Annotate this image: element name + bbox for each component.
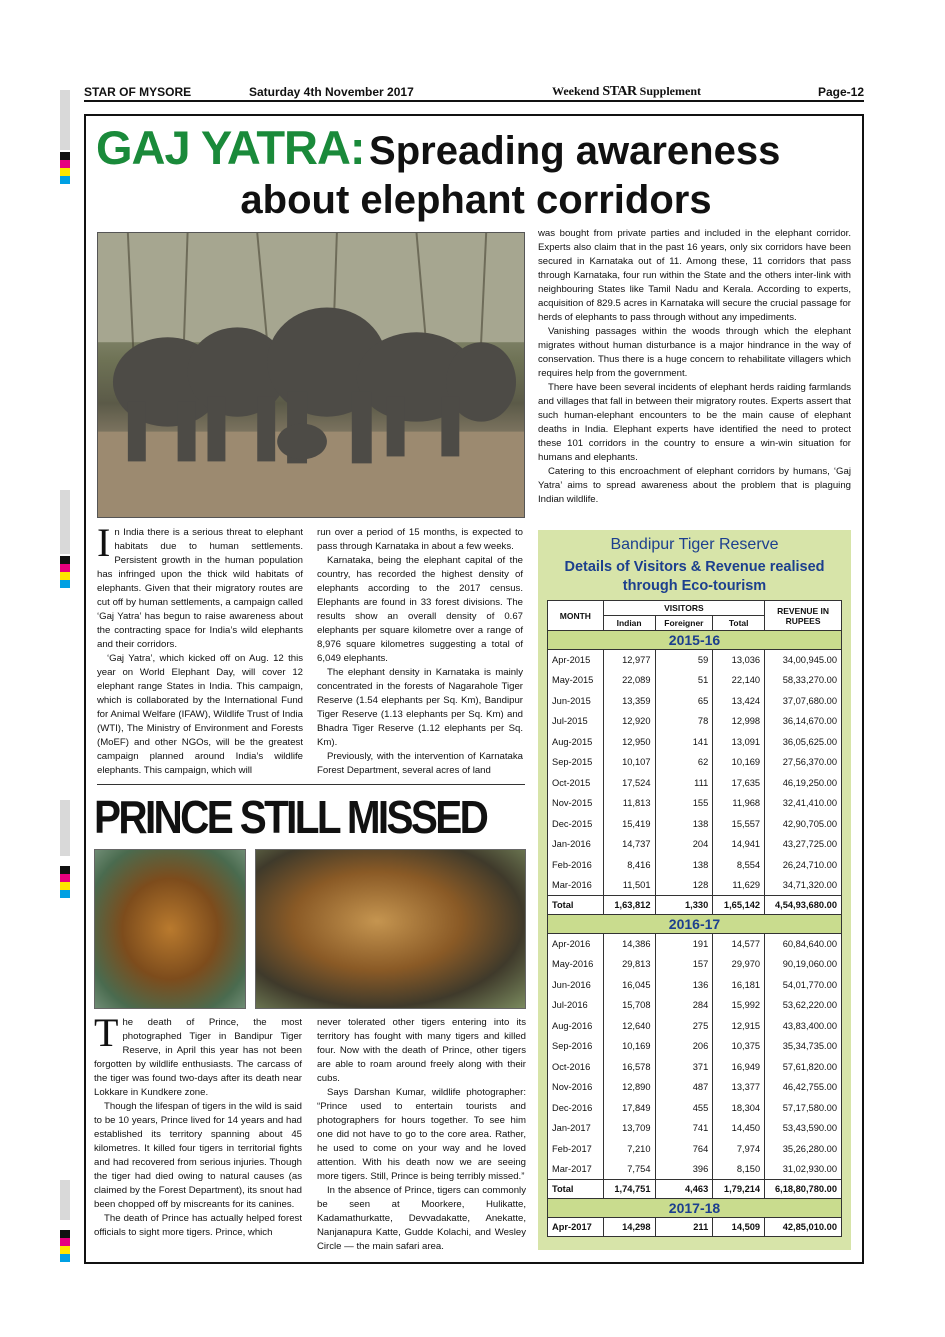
table-cell: 36,14,670.00 bbox=[765, 711, 842, 732]
table-cell: 14,450 bbox=[713, 1118, 765, 1139]
table-cell: Feb-2017 bbox=[548, 1139, 604, 1160]
paragraph: never tolerated other tigers entering into its territory has fought with many tigers and killed four. Now with the death of Prince, other tigers are able to roam around freely along with their cubs. bbox=[317, 1017, 526, 1084]
table-cell: 211 bbox=[655, 1218, 713, 1237]
table-cell: 14,298 bbox=[603, 1218, 655, 1237]
table-cell: Total bbox=[548, 896, 604, 915]
table-row bbox=[548, 1139, 842, 1160]
supplement-name: Weekend STAR Supplement bbox=[551, 84, 701, 99]
table-cell: 15,992 bbox=[713, 995, 765, 1016]
table-cell: 157 bbox=[655, 954, 713, 975]
table-cell: 128 bbox=[655, 875, 713, 896]
table-cell: 15,419 bbox=[603, 814, 655, 835]
drop-cap: I bbox=[97, 520, 111, 565]
table-cell: 455 bbox=[655, 1098, 713, 1119]
table-cell: 487 bbox=[655, 1077, 713, 1098]
table-cell: Oct-2016 bbox=[548, 1057, 604, 1078]
table-cell: Oct-2015 bbox=[548, 773, 604, 794]
table-cell: 1,65,142 bbox=[713, 896, 765, 915]
visitors-revenue-table bbox=[547, 600, 842, 1237]
table-cell: May-2016 bbox=[548, 954, 604, 975]
table-cell: 18,304 bbox=[713, 1098, 765, 1119]
table-cell: 34,71,320.00 bbox=[765, 875, 842, 896]
table-row bbox=[548, 711, 842, 732]
table-row bbox=[548, 1036, 842, 1057]
table-cell: 54,01,770.00 bbox=[765, 975, 842, 996]
paragraph: Karnataka, being the elephant capital of the country, has recorded the highest density of elephants according to the 2017 census. Elephants are found in 33 forest divisions. The results show an overall density of 0.67 elephants per square kilometre over a range of 8,976 square kilometres suggesting a total of 6,049 elephants. bbox=[317, 555, 523, 664]
table-cell: Total bbox=[548, 1180, 604, 1199]
table-cell: 275 bbox=[655, 1016, 713, 1037]
headline-spreading: Spreading awareness bbox=[369, 129, 781, 173]
year-band bbox=[548, 631, 842, 650]
table-cell: 136 bbox=[655, 975, 713, 996]
table-cell: 8,554 bbox=[713, 855, 765, 876]
table-cell: 59 bbox=[655, 650, 713, 671]
paragraph: Though the lifespan of tigers in the wild is said to be 10 years, Prince lived for 14 years and had established its territory spanning about 45 kilometres. It killed four tigers in territorial fights and had recovered from serious injuries. Though the tiger had died owing to natural causes (as claimed by the Forest Department), its snout had been chopped off by miscreants for its canines. bbox=[94, 1101, 302, 1210]
table-cell: 14,386 bbox=[603, 934, 655, 955]
table-row bbox=[548, 1180, 842, 1199]
table-cell: 191 bbox=[655, 934, 713, 955]
header-total: Total bbox=[713, 616, 765, 631]
table-cell: 1,79,214 bbox=[713, 1180, 765, 1199]
table-row bbox=[548, 834, 842, 855]
table-cell: 34,00,945.00 bbox=[765, 650, 842, 671]
table-cell: 57,17,580.00 bbox=[765, 1098, 842, 1119]
table-cell: 16,949 bbox=[713, 1057, 765, 1078]
paragraph: In the absence of Prince, tigers can commonly be seen at Moorkere, Hulikatte, Kadamathurkatte, Devvadakatte, Anekatte, Nanjanapura Katte, Gudde Kolachi, and Wesley Circle — the main safari area. bbox=[317, 1185, 526, 1252]
table-cell: 43,27,725.00 bbox=[765, 834, 842, 855]
headline-line2: about elephant corridors bbox=[240, 178, 712, 222]
table-cell: Sep-2015 bbox=[548, 752, 604, 773]
table-cell: 741 bbox=[655, 1118, 713, 1139]
table-cell: 15,557 bbox=[713, 814, 765, 835]
table-cell: 14,577 bbox=[713, 934, 765, 955]
table-cell: 12,915 bbox=[713, 1016, 765, 1037]
table-cell: 155 bbox=[655, 793, 713, 814]
table-cell: 11,501 bbox=[603, 875, 655, 896]
color-registration-marks bbox=[60, 1230, 70, 1262]
table-cell: 78 bbox=[655, 711, 713, 732]
table-cell: 8,416 bbox=[603, 855, 655, 876]
year-band bbox=[548, 1199, 842, 1218]
table-row bbox=[548, 1118, 842, 1139]
table-cell: 1,74,751 bbox=[603, 1180, 655, 1199]
table-cell: 53,43,590.00 bbox=[765, 1118, 842, 1139]
table-cell: 13,036 bbox=[713, 650, 765, 671]
table-cell: 138 bbox=[655, 814, 713, 835]
table-cell: Feb-2016 bbox=[548, 855, 604, 876]
drop-cap: T bbox=[94, 1010, 119, 1055]
paragraph: The death of Prince has actually helped forest officials to sight more tigers. Prince, which bbox=[94, 1213, 302, 1238]
elephant-herd-photo bbox=[97, 232, 525, 518]
table-cell: 13,091 bbox=[713, 732, 765, 753]
table-cell: 11,629 bbox=[713, 875, 765, 896]
table-row bbox=[548, 995, 842, 1016]
table-row bbox=[548, 773, 842, 794]
table-cell: Jul-2016 bbox=[548, 995, 604, 1016]
table-cell: 12,977 bbox=[603, 650, 655, 671]
table-cell: 11,813 bbox=[603, 793, 655, 814]
table-cell: Aug-2016 bbox=[548, 1016, 604, 1037]
table-cell: 4,463 bbox=[655, 1180, 713, 1199]
table-title: Bandipur Tiger Reserve bbox=[610, 536, 779, 553]
table-cell: 32,41,410.00 bbox=[765, 793, 842, 814]
table-cell: 206 bbox=[655, 1036, 713, 1057]
year-label: 2016-17 bbox=[548, 915, 842, 934]
table-cell: Jun-2015 bbox=[548, 691, 604, 712]
table-row bbox=[548, 1077, 842, 1098]
table-cell: Apr-2016 bbox=[548, 934, 604, 955]
table-cell: 204 bbox=[655, 834, 713, 855]
table-cell: 1,63,812 bbox=[603, 896, 655, 915]
table-cell: Jun-2016 bbox=[548, 975, 604, 996]
table-cell: 11,968 bbox=[713, 793, 765, 814]
table-cell: 22,089 bbox=[603, 670, 655, 691]
table-cell: Dec-2016 bbox=[548, 1098, 604, 1119]
page-number: Page-12 bbox=[817, 85, 864, 99]
table-cell: 27,56,370.00 bbox=[765, 752, 842, 773]
paper-name: STAR OF MYSORE bbox=[84, 85, 192, 99]
paragraph: The elephant density in Karnataka is mainly concentrated in the forests of Nagarahole Tiger Reserve (1.54 elephants per Sq. Km), Bandipur Tiger Reserve (1.13 elephants per Sq. Km) and Bhadra Tiger Reserve (1.12 elephants per Sq. Km). bbox=[317, 667, 523, 748]
color-registration-marks bbox=[60, 152, 70, 184]
table-cell: 14,941 bbox=[713, 834, 765, 855]
header-foreigner: Foreigner bbox=[655, 616, 713, 631]
table-row bbox=[548, 691, 842, 712]
table-cell: 15,708 bbox=[603, 995, 655, 1016]
table-cell: 16,181 bbox=[713, 975, 765, 996]
table-cell: 111 bbox=[655, 773, 713, 794]
table-cell: 16,045 bbox=[603, 975, 655, 996]
table-row bbox=[548, 752, 842, 773]
table-row bbox=[548, 1098, 842, 1119]
table-row bbox=[548, 1057, 842, 1078]
table-cell: Jul-2015 bbox=[548, 711, 604, 732]
table-cell: 35,26,280.00 bbox=[765, 1139, 842, 1160]
prince-column-1: The death of Prince, the most photographed Tiger in Bandipur Tiger Reserve, in April this year has not been forgotten by wildlife enthusiasts. The carcass of the tiger was found two-days after its death near Lokkare in Kundkere zone. Though the lifespan of tigers in the wild is said to be 10 years, Prince lived for 14 years and had established its territory spanning about 45 kilometres. It killed four tigers in territorial fights and had recovered from serious injuries. Though the tiger had died owing to natural causes (as claimed by the Forest Department), its snout had been chopped off by miscreants for its canines. The death of Prince has actually helped forest officials to sight more tigers. Prince, which bbox=[94, 1010, 302, 1238]
table-cell: Nov-2015 bbox=[548, 793, 604, 814]
table-cell: 17,849 bbox=[603, 1098, 655, 1119]
table-cell: 53,62,220.00 bbox=[765, 995, 842, 1016]
table-cell: 7,210 bbox=[603, 1139, 655, 1160]
table-cell: 51 bbox=[655, 670, 713, 691]
table-cell: 14,737 bbox=[603, 834, 655, 855]
table-cell: 35,34,735.00 bbox=[765, 1036, 842, 1057]
table-cell: Nov-2016 bbox=[548, 1077, 604, 1098]
table-cell: 26,24,710.00 bbox=[765, 855, 842, 876]
table-cell: 1,330 bbox=[655, 896, 713, 915]
section-divider bbox=[97, 784, 525, 785]
table-cell: 65 bbox=[655, 691, 713, 712]
paragraph: Says Darshan Kumar, wildlife photographer: “Prince used to entertain tourists and photographers for hours together. To see him one did not have to go to the core area. Rather, he used to come on your way and he loved attention. With his death now we are seeing more tigers. Still, Prince is being terribly missed.” bbox=[317, 1087, 526, 1182]
header-indian: Indian bbox=[603, 616, 655, 631]
table-cell: 58,33,270.00 bbox=[765, 670, 842, 691]
table-cell: 10,169 bbox=[603, 1036, 655, 1057]
table-cell: 17,635 bbox=[713, 773, 765, 794]
table-cell: 6,18,80,780.00 bbox=[765, 1180, 842, 1199]
table-cell: 12,950 bbox=[603, 732, 655, 753]
prince-headline: PRINCE STILL MISSED bbox=[94, 791, 487, 843]
table-row bbox=[548, 875, 842, 896]
table-row bbox=[548, 855, 842, 876]
table-row bbox=[548, 1159, 842, 1180]
year-label: 2015-16 bbox=[548, 631, 842, 650]
table-cell: Sep-2016 bbox=[548, 1036, 604, 1057]
table-cell: 16,578 bbox=[603, 1057, 655, 1078]
gaj-yatra-column-2 bbox=[317, 526, 523, 778]
paragraph: Previously, with the intervention of Karnataka Forest Department, several acres of land bbox=[317, 751, 523, 776]
table-row bbox=[548, 814, 842, 835]
table-row bbox=[548, 896, 842, 915]
table-cell: 8,150 bbox=[713, 1159, 765, 1180]
table-cell: 13,424 bbox=[713, 691, 765, 712]
paragraph: Catering to this encroachment of elephant corridors by humans, ‘Gaj Yatra’ aims to spread awareness about the problem that is plaguing Indian wildlife. bbox=[538, 466, 851, 505]
headline-line1 bbox=[96, 120, 856, 175]
table-row bbox=[548, 670, 842, 691]
table-row bbox=[548, 650, 842, 671]
prince-column-2 bbox=[317, 1016, 526, 1254]
table-row bbox=[548, 732, 842, 753]
table-cell: 10,169 bbox=[713, 752, 765, 773]
table-cell: 13,377 bbox=[713, 1077, 765, 1098]
table-cell: 13,359 bbox=[603, 691, 655, 712]
gaj-yatra-column-1: In India there is a serious threat to elephant habitats due to human settlements. Persistent growth in the human population has infringed upon the thick wild habitats of elephants. Given that their migratory routes are cut off by human settlements, a campaign called ‘Gaj Yatra’ has begun to raise awareness about the contracting space for India’s wild elephants and their corridors. ‘Gaj Yatra’, which kicked off on Aug. 12 this year on World Elephant Day, will cover 12 elephant range States in India. This campaign, which is collaborated by the International Fund for Animal Welfare (IFAW), Wildlife Trust of India (WTI), The Ministry of Environment and Forests (MoEF) and other NGOs, will be the greatest campaign planned around India’s wildlife elephants. This campaign, which will bbox=[97, 520, 303, 776]
table-row bbox=[548, 793, 842, 814]
paragraph: run over a period of 15 months, is expected to pass through Karnataka in about a few weeks. bbox=[317, 527, 523, 552]
tiger-carcass-photo-2 bbox=[255, 849, 526, 1009]
table-cell: Dec-2015 bbox=[548, 814, 604, 835]
table-row bbox=[548, 934, 842, 955]
table-cell: 42,90,705.00 bbox=[765, 814, 842, 835]
table-row bbox=[548, 1016, 842, 1037]
table-cell: 37,07,680.00 bbox=[765, 691, 842, 712]
paragraph: Vanishing passages within the woods through which the elephant migrates without human disturbance is a major hindrance in the way of conservation. Thus there is a huge concern to rehabilitate villagers which requires help from the government. bbox=[538, 326, 851, 379]
table-cell: Mar-2017 bbox=[548, 1159, 604, 1180]
table-cell: 141 bbox=[655, 732, 713, 753]
table-cell: 12,640 bbox=[603, 1016, 655, 1037]
table-cell: 138 bbox=[655, 855, 713, 876]
color-registration-marks bbox=[60, 556, 70, 588]
table-cell: 22,140 bbox=[713, 670, 765, 691]
table-row bbox=[548, 954, 842, 975]
headline-gaj-yatra: GAJ YATRA: bbox=[96, 121, 365, 174]
table-cell: 17,524 bbox=[603, 773, 655, 794]
table-cell: 31,02,930.00 bbox=[765, 1159, 842, 1180]
table-cell: 62 bbox=[655, 752, 713, 773]
table-cell: 42,85,010.00 bbox=[765, 1218, 842, 1237]
table-cell: 12,998 bbox=[713, 711, 765, 732]
header-visitors: VISITORS bbox=[603, 601, 764, 616]
table-cell: 13,709 bbox=[603, 1118, 655, 1139]
table-cell: 29,970 bbox=[713, 954, 765, 975]
table-cell: 60,84,640.00 bbox=[765, 934, 842, 955]
table-cell: 46,42,755.00 bbox=[765, 1077, 842, 1098]
color-registration-marks bbox=[60, 866, 70, 898]
table-cell: 14,509 bbox=[713, 1218, 765, 1237]
year-band bbox=[548, 915, 842, 934]
table-cell: 29,813 bbox=[603, 954, 655, 975]
table-cell: Apr-2017 bbox=[548, 1218, 604, 1237]
table-cell: 57,61,820.00 bbox=[765, 1057, 842, 1078]
table-cell: 90,19,060.00 bbox=[765, 954, 842, 975]
table-body bbox=[548, 631, 842, 1237]
paragraph: ‘Gaj Yatra’, which kicked off on Aug. 12 this year on World Elephant Day, will cover 12 elephant range States in India. This campaign, which is collaborated by the International Fund for Animal Welfare (IFAW), Wildlife Trust of India (WTI), The Ministry of Environment and Forests (MoEF) and other NGOs, will be the greatest campaign planned around India’s wildlife elephants. This campaign, which will bbox=[97, 653, 303, 776]
table-cell: Apr-2015 bbox=[548, 650, 604, 671]
table-cell: 7,974 bbox=[713, 1139, 765, 1160]
table-cell: 10,107 bbox=[603, 752, 655, 773]
table-cell: 36,05,625.00 bbox=[765, 732, 842, 753]
gaj-yatra-column-3 bbox=[538, 227, 851, 507]
header-revenue: REVENUE IN RUPEES bbox=[765, 601, 842, 631]
table-cell: 46,19,250.00 bbox=[765, 773, 842, 794]
table-cell: 12,920 bbox=[603, 711, 655, 732]
table-cell: 371 bbox=[655, 1057, 713, 1078]
table-cell: 4,54,93,680.00 bbox=[765, 896, 842, 915]
year-label: 2017-18 bbox=[548, 1199, 842, 1218]
table-cell: Jan-2016 bbox=[548, 834, 604, 855]
table-row bbox=[548, 975, 842, 996]
table-cell: 764 bbox=[655, 1139, 713, 1160]
table-row bbox=[548, 1218, 842, 1237]
table-cell: 7,754 bbox=[603, 1159, 655, 1180]
table-cell: 396 bbox=[655, 1159, 713, 1180]
header-month: MONTH bbox=[548, 601, 604, 631]
paragraph: There have been several incidents of elephant herds raiding farmlands and villages that fall in between their migratory routes. Experts assert that such human-elephant encounters to be the main cause of elephant deaths in India. Elephant experts have identified the need to protect these 101 corridors in the country to ensure a win-win situation for humans and elephants. bbox=[538, 382, 851, 463]
issue-date: Saturday 4th November 2017 bbox=[249, 85, 414, 99]
table-cell: Mar-2016 bbox=[548, 875, 604, 896]
table-cell: 284 bbox=[655, 995, 713, 1016]
table-cell: Aug-2015 bbox=[548, 732, 604, 753]
table-cell: Jan-2017 bbox=[548, 1118, 604, 1139]
eco-tourism-table-box bbox=[538, 530, 851, 1250]
table-cell: 10,375 bbox=[713, 1036, 765, 1057]
paragraph: was bought from private parties and included in the elephant corridor. Experts also claim that in the past 16 years, only six corridors have been secured in Karnataka out of 11. Among these, 11 corridors that pass through Karnataka, four run within the State and the others inter-link with neighbouring States like Tamil Nadu and Kerala. According to experts, acquisition of 829.5 acres in Karnataka will secure the crucial passage for herds of elephants to pass through without any impediments. bbox=[538, 228, 851, 323]
table-cell: 12,890 bbox=[603, 1077, 655, 1098]
table-cell: 43,83,400.00 bbox=[765, 1016, 842, 1037]
tiger-carcass-photo-1 bbox=[94, 849, 246, 1009]
table-subtitle: Details of Visitors & Revenue realised through Eco-tourism bbox=[564, 559, 825, 594]
table-cell: May-2015 bbox=[548, 670, 604, 691]
page-header bbox=[84, 84, 864, 102]
